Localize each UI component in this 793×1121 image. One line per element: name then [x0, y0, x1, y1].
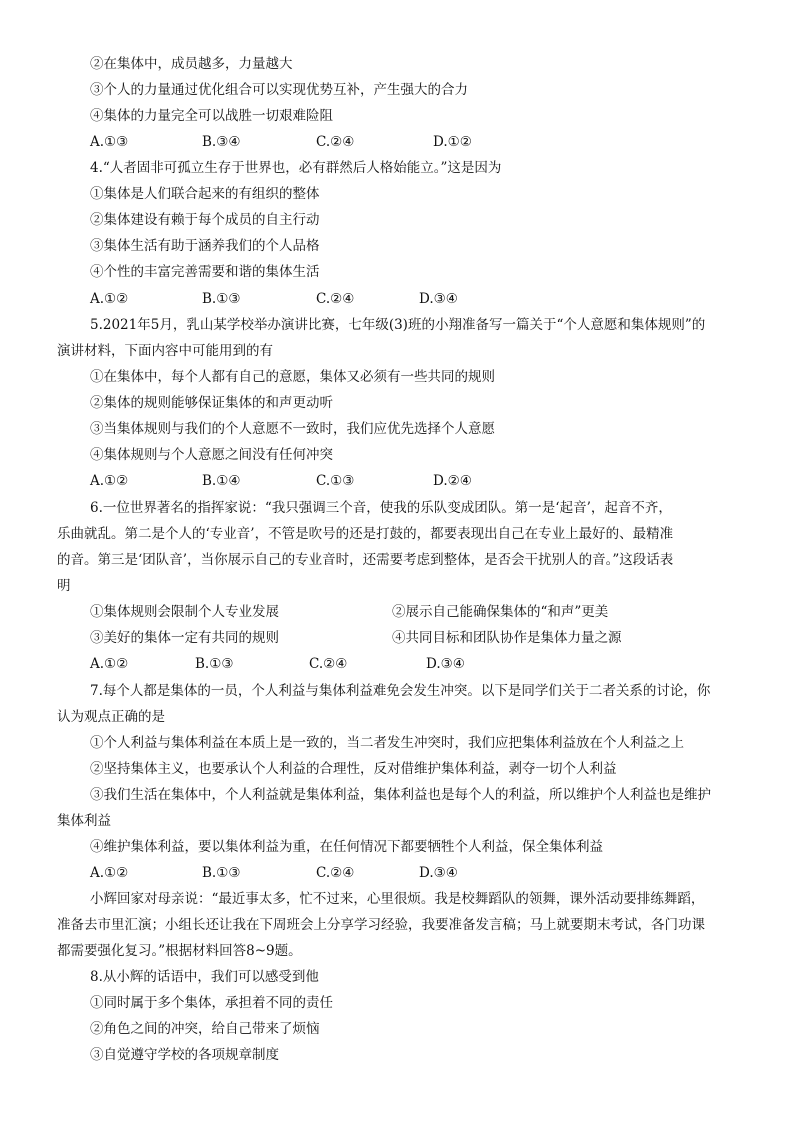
q4-statement-4: ④个性的丰富完善需要和谐的集体生活: [90, 264, 320, 280]
q5-statement-2: ②集体的规则能够保证集体的和声更动听: [90, 395, 333, 411]
q4-option-b: B.①③: [202, 291, 241, 307]
q5-statement-3: ③当集体规则与我们的个人意愿不一致时，我们应优先选择个人意愿: [90, 421, 495, 437]
q8-statement-1: ①同时属于多个集体，承担着不同的责任: [90, 995, 333, 1011]
q6-statement-1: ①集体规则会限制个人专业发展: [90, 604, 279, 620]
q6-option-b: B.①③: [195, 656, 234, 672]
q7-option-d: D.③④: [419, 865, 458, 881]
material-line-1: 小辉回家对母亲说：“最近事太多，忙不过来，心里很烦。我是校舞蹈队的领舞，课外活动要排练舞蹈，: [90, 891, 705, 907]
q5-option-d: D.②④: [433, 473, 472, 489]
q4-statement-1: ①集体是人们联合起来的有组织的整体: [90, 186, 320, 202]
q4-option-c: C.②④: [316, 291, 355, 307]
q8-statement-3: ③自觉遵守学校的各项规章制度: [90, 1047, 279, 1063]
q7-option-a: A.①②: [90, 865, 129, 881]
q5-stem-line-1: 5.2021年5月，乳山某学校举办演讲比赛，七年级(3)班的小翔准备写一篇关于“个人意愿和集体规则”的: [90, 317, 706, 333]
q6-statement-2: ②展示自己能确保集体的“和声”更美: [392, 604, 609, 620]
q8-stem: 8.从小辉的话语中，我们可以感受到他: [90, 969, 319, 985]
material-line-3: 都需要强化复习。”根据材料回答8~9题。: [57, 943, 302, 959]
q3-option-a: A.①③: [90, 134, 129, 150]
q7-stem-line-1: 7.每个人都是集体的一员，个人利益与集体利益难免会发生冲突。以下是同学们关于二者关系的讨论，你: [90, 683, 711, 699]
q3-statement-4: ④集体的力量完全可以战胜一切艰难险阻: [90, 108, 333, 124]
q7-statement-1: ①个人利益与集体利益在本质上是一致的，当二者发生冲突时，我们应把集体利益放在个人利益之上: [90, 735, 684, 751]
q3-option-b: B.③④: [202, 134, 241, 150]
q6-option-c: C.②④: [309, 656, 348, 672]
q6-stem-line-2: 乐曲就乱。第二是个人的‘专业音’，不管是吹号的还是打鼓的，都要表现出自己在专业上最好的、最精准: [57, 526, 674, 542]
q3-option-d: D.①②: [433, 134, 472, 150]
q6-option-d: D.③④: [426, 656, 465, 672]
q7-statement-3-line-1: ③我们生活在集体中，个人利益就是集体利益，集体利益也是每个人的利益，所以维护个人利益也是维护: [90, 787, 711, 803]
q4-option-d: D.③④: [419, 291, 458, 307]
q3-statement-3: ③个人的力量通过优化组合可以实现优势互补，产生强大的合力: [90, 82, 468, 98]
q8-statement-2: ②角色之间的冲突，给自己带来了烦恼: [90, 1021, 320, 1037]
q7-statement-4: ④维护集体利益，要以集体利益为重，在任何情况下都要牺牲个人利益，保全集体利益: [90, 839, 603, 855]
q3-option-c: C.②④: [316, 134, 355, 150]
q7-option-b: B.①③: [202, 865, 241, 881]
q5-statement-4: ④集体规则与个人意愿之间没有任何冲突: [90, 447, 333, 463]
q4-statement-2: ②集体建设有赖于每个成员的自主行动: [90, 212, 320, 228]
q5-option-c: C.①③: [316, 473, 355, 489]
q6-stem-line-4: 明: [57, 578, 71, 594]
q7-statement-3-line-2: 集体利益: [57, 813, 111, 829]
q4-stem: 4.“人者固非可孤立生存于世界也，必有群然后人格始能立。”这是因为: [90, 160, 502, 176]
q4-statement-3: ③集体生活有助于涵养我们的个人品格: [90, 238, 320, 254]
q6-option-a: A.①②: [90, 656, 129, 672]
q6-stem-line-3: 的音。第三是‘团队音’，当你展示自己的专业音时，还需要考虑到整体，是否会干扰别人的音。”这段话表: [57, 552, 674, 568]
q5-option-a: A.①②: [90, 473, 129, 489]
q7-option-c: C.②④: [316, 865, 355, 881]
q6-stem-line-1: 6.一位世界著名的指挥家说：“我只强调三个音，使我的乐队变成团队。第一是‘起音’，起音不齐，: [90, 500, 672, 516]
q5-statement-1: ①在集体中，每个人都有自己的意愿，集体又必须有一些共同的规则: [90, 369, 495, 385]
q5-option-b: B.①④: [202, 473, 241, 489]
q7-statement-2: ②坚持集体主义，也要承认个人利益的合理性，反对借维护集体利益，剥夺一切个人利益: [90, 761, 617, 777]
q4-option-a: A.①②: [90, 291, 129, 307]
q6-statement-3: ③美好的集体一定有共同的规则: [90, 630, 279, 646]
q7-stem-line-2: 认为观点正确的是: [57, 709, 165, 725]
material-line-2: 准备去市里汇演；小组长还让我在下周班会上分享学习经验，我要准备发言稿；马上就要期末考试，各门功课: [57, 917, 705, 933]
q3-statement-2: ②在集体中，成员越多，力量越大: [90, 56, 293, 72]
q6-statement-4: ④共同目标和团队协作是集体力量之源: [392, 630, 622, 646]
q5-stem-line-2: 演讲材料，下面内容中可能用到的有: [57, 343, 273, 359]
